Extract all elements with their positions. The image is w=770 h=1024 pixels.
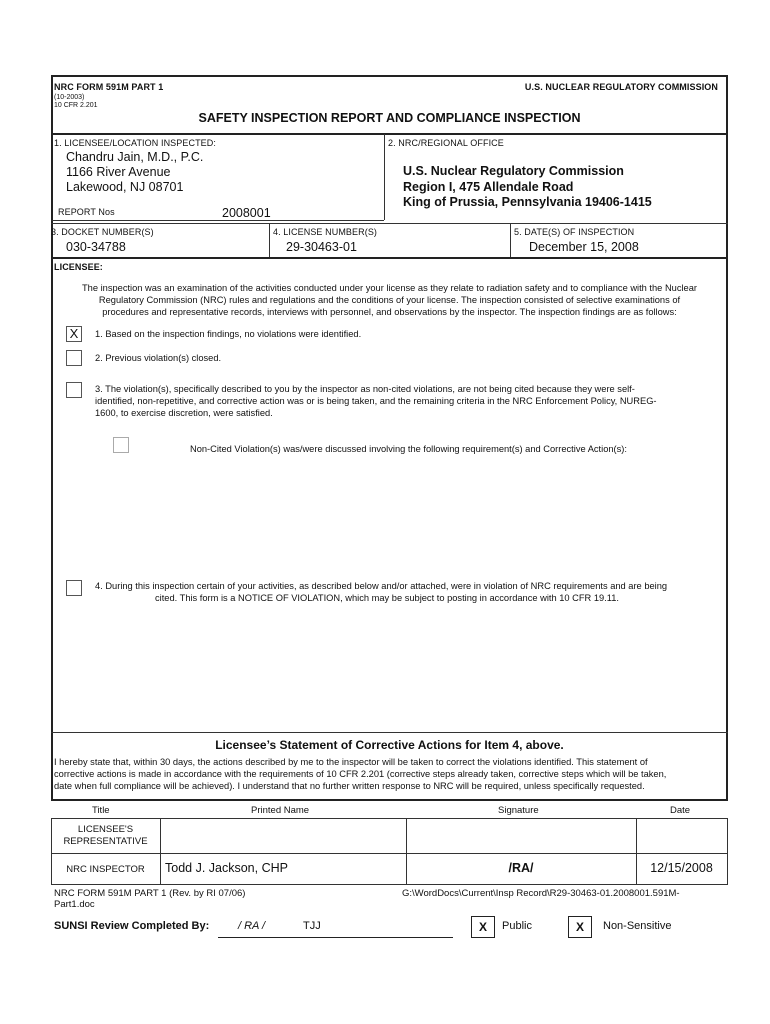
item-3-line-2: identified, non-repetitive, and corrective action was or is being taken, and the remaining criteria in the NRC Enforcement Policy, NUREG- [95,396,657,406]
license-value: 29-30463-01 [286,240,357,254]
report-nos-label: REPORT Nos [58,207,115,217]
item-4-checkbox[interactable] [66,580,82,596]
sig-table-top [51,818,728,819]
statement-top [51,732,728,733]
col-divider-3-4 [269,223,270,257]
section-3-bottom [51,257,728,259]
statement-line-2: corrective actions is made in accordance with the requirements of 10 CFR 2.201 (corrective steps already taken, corrective steps which will be taken, [54,769,667,779]
col-header-date: Date [670,805,691,816]
docket-value: 030-34788 [66,240,126,254]
regional-office-line2: Region I, 475 Allendale Road [403,180,574,194]
form-id: NRC FORM 591M PART 1 [54,82,164,92]
non-sensitive-label: Non-Sensitive [603,920,672,932]
licensee-signature-field[interactable] [411,830,631,846]
report-divider [51,220,384,221]
statement-line-1: I hereby state that, within 30 days, the actions described by me to the inspector will be taken to correct the violations identified. This statement of [54,757,648,767]
report-nos-value: 2008001 [222,206,271,220]
regional-office-line1: U.S. Nuclear Regulatory Commission [403,164,624,178]
licensee-name: Chandru Jain, M.D., P.C. [66,150,204,164]
item-1-checkbox[interactable]: X [66,326,82,342]
noncited-text: Non-Cited Violation(s) was/were discussed involving the following requirement(s) and Corrective Action(s): [190,444,627,454]
item-3-checkbox[interactable] [66,382,82,398]
page-title: SAFETY INSPECTION REPORT AND COMPLIANCE INSPECTION [198,111,581,125]
col-header-title: Title [92,805,110,816]
col-header-signature: Signature [498,805,539,816]
inspector-printed-name[interactable]: Todd J. Jackson, CHP [165,861,288,875]
row-inspector-title: NRC INSPECTOR [66,864,145,875]
sig-table-mid [51,853,728,854]
noncited-checkbox[interactable] [113,437,129,453]
row-licensee-title-line2: REPRESENTATIVE [63,836,148,847]
form-revision: NRC FORM 591M PART 1 (Rev. by RI 07/06) [54,888,246,899]
item-2-checkbox[interactable] [66,350,82,366]
form-date: (10-2003) [54,94,85,101]
licensee-heading: LICENSEE: [54,262,103,272]
licensee-city: Lakewood, NJ 08701 [66,180,184,194]
sunsi-label: SUNSI Review Completed By: [54,920,210,932]
item-4-line-1: 4. During this inspection certain of your activities, as described below and/or attached, were in violation of NRC requirements and are being [95,581,668,591]
public-label: Public [502,920,532,932]
agency-name: U.S. NUCLEAR REGULATORY COMMISSION [524,82,718,92]
licensee-street: 1166 River Avenue [66,165,171,179]
inspector-signature[interactable]: /RA/ [508,861,534,875]
item-2-text: 2. Previous violation(s) closed. [95,353,222,363]
col-divider-4-5 [510,223,511,257]
sig-table-bottom [51,884,728,885]
sig-table-col-1 [160,818,161,884]
col-header-printed-name: Printed Name [251,805,310,816]
statement-line-3: date when full compliance will be achieved). I understand that no further written response to NRC will be required, unless specifically requested. [54,781,645,791]
non-sensitive-checkbox[interactable]: X [568,916,592,938]
item-3-line-1: 3. The violation(s), specifically described to you by the inspector as non-cited violations, are not being cited because they were self- [95,384,635,394]
license-label: 4. LICENSE NUMBER(S) [273,227,378,237]
row-licensee-title [51,824,160,848]
section-3-top [51,223,728,224]
file-path: G:\WordDocs\Current\Insp Record\R29-30463-01.2008001.591M- [402,888,680,899]
sunsi-underline [218,937,453,938]
inspection-date-value: December 15, 2008 [529,240,639,254]
inspector-date[interactable]: 12/15/2008 [650,861,713,875]
docket-label: 3. DOCKET NUMBER(S) [51,227,154,237]
licensee-location-label: 1. LICENSEE/LOCATION INSPECTED: [54,138,216,148]
regional-office-label: 2. NRC/REGIONAL OFFICE [388,138,504,148]
licensee-printed-name-field[interactable] [165,830,401,846]
item-1-text: 1. Based on the inspection findings, no violations were identified. [95,329,362,339]
item-3-line-3: 1600, to exercise discretion, were satisfied. [95,408,273,418]
intro-line-3: procedures and representative records, interviews with personnel, and observations by the inspector. The inspection findings are as follows: [102,307,677,317]
intro-line-1: The inspection was an examination of the activities conducted under your license as they relate to radiation safety and to compliance with the Nuclear [82,283,697,293]
sunsi-initials: TJJ [303,920,321,932]
header-divider [51,133,728,135]
intro-line-2: Regulatory Commission (NRC) rules and regulations and the conditions of your license. The inspection consisted of selective examinations of [98,295,681,305]
row-licensee-title-line1: LICENSEE'S [77,824,134,835]
item-4-line-2: cited. This form is a NOTICE OF VIOLATION, which may be subject to posting in accordance with 10 CFR 19.11. [155,593,619,603]
inspection-date-label: 5. DATE(S) OF INSPECTION [514,227,635,237]
regional-office-line3: King of Prussia, Pennsylvania 19406-1415 [403,195,652,209]
col-divider-1-2 [384,134,385,220]
public-checkbox[interactable]: X [471,916,495,938]
licensee-date-field[interactable] [641,830,723,846]
form-doc-name: Part1.doc [54,899,95,910]
statement-heading: Licensee’s Statement of Corrective Actions for Item 4, above. [215,738,564,752]
sunsi-ra: / RA / [238,920,266,932]
cfr-reference: 10 CFR 2.201 [54,102,98,109]
sig-table-right [727,818,728,884]
